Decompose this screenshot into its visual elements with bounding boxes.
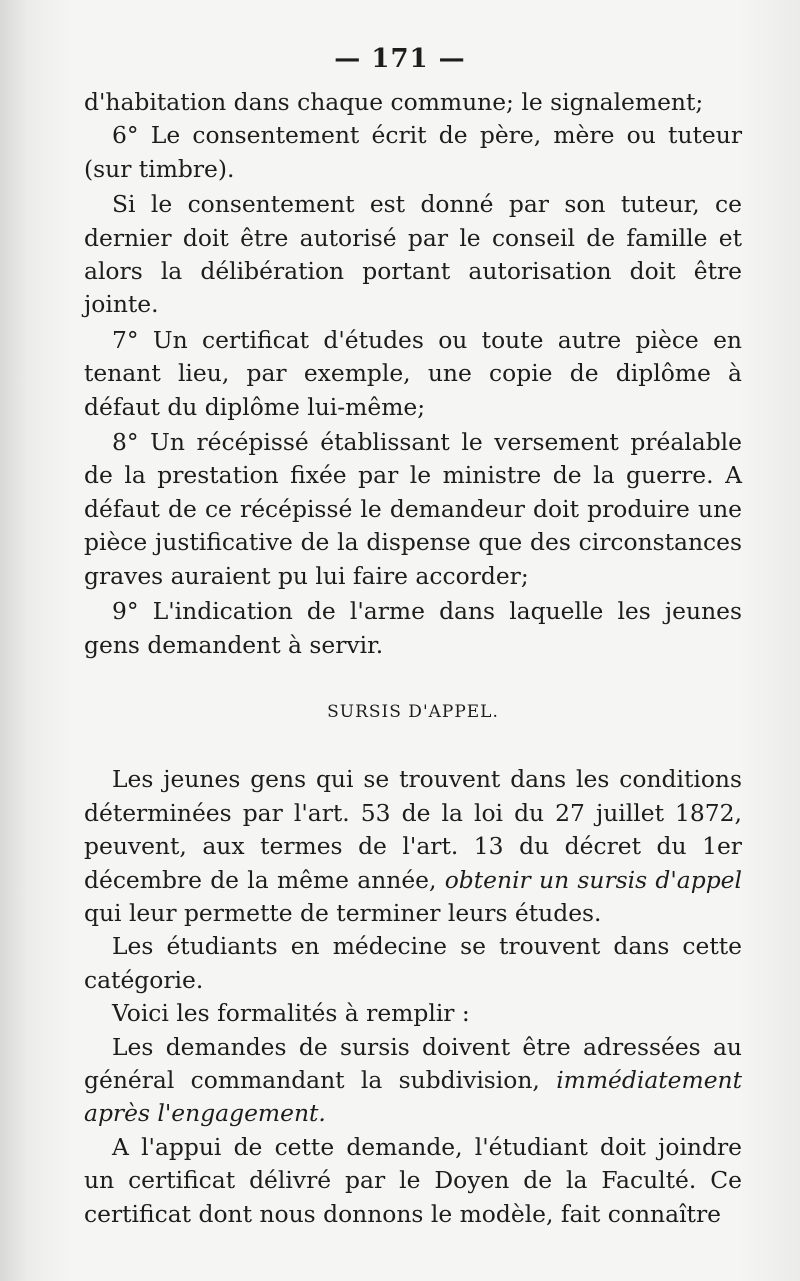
paragraph-sursis-emphasis: obtenir un sursis d'appel bbox=[444, 865, 743, 894]
paragraph-sursis-text-b: qui leur permette de terminer leurs études. bbox=[84, 898, 602, 927]
section-heading: SURSIS D'APPEL. bbox=[327, 701, 499, 722]
paragraph-requests-text: Les demandes de sursis doivent être adressées au général commandant la subdivision, bbox=[84, 1032, 742, 1094]
paragraph-sursis bbox=[84, 763, 742, 930]
paragraph-sursis-text-a: Les jeunes gens qui se trouvent dans les conditions déterminées par l'art. 53 de la loi du 27 juillet 1872, peuvent, aux termes de l'art. 13 du décret du 1er décembre de la même année, bbox=[84, 765, 742, 894]
paragraph-certificate: A l'appui de cette demande, l'étudiant doit joindre un certificat délivré par le Doyen de la Faculté. Ce certificat dont nous donnons le modèle, fait connaître bbox=[84, 1132, 742, 1228]
paragraph-item-6: 6° Le consentement écrit de père, mère ou tuteur (sur timbre). bbox=[84, 121, 742, 183]
paragraph-formalities: Voici les formalités à remplir : bbox=[112, 999, 470, 1028]
paragraph-tutor: Si le consentement est donné par son tuteur, ce dernier doit être autorisé par le conseil de famille et alors la délibération portant autorisation doit être jointe. bbox=[84, 190, 742, 319]
paragraph-continuation: d'habitation dans chaque commune; le signalement; bbox=[84, 88, 704, 116]
page-number: — 171 — bbox=[334, 44, 466, 74]
paragraph-students: Les étudiants en médecine se trouvent dans cette catégorie. bbox=[84, 932, 742, 994]
body-text bbox=[84, 86, 742, 1231]
paragraph-item-8: 8° Un récépissé établissant le versement préalable de la prestation fixée par le ministre de la guerre. A défaut de ce récépissé le demandeur doit produire une pièce justificative de la dispense que des circonstances graves auraient pu lui faire accorder; bbox=[84, 428, 742, 590]
paragraph-item-7: 7° Un certificat d'études ou toute autre pièce en tenant lieu, par exemple, une copie de diplôme à défaut du diplôme lui-même; bbox=[84, 325, 742, 421]
paragraph-requests bbox=[84, 1031, 742, 1131]
paragraph-item-9: 9° L'indication de l'arme dans laquelle les jeunes gens demandent à servir. bbox=[84, 597, 742, 659]
paragraph-requests-emphasis: immédiatement après l'engagement. bbox=[84, 1065, 742, 1128]
